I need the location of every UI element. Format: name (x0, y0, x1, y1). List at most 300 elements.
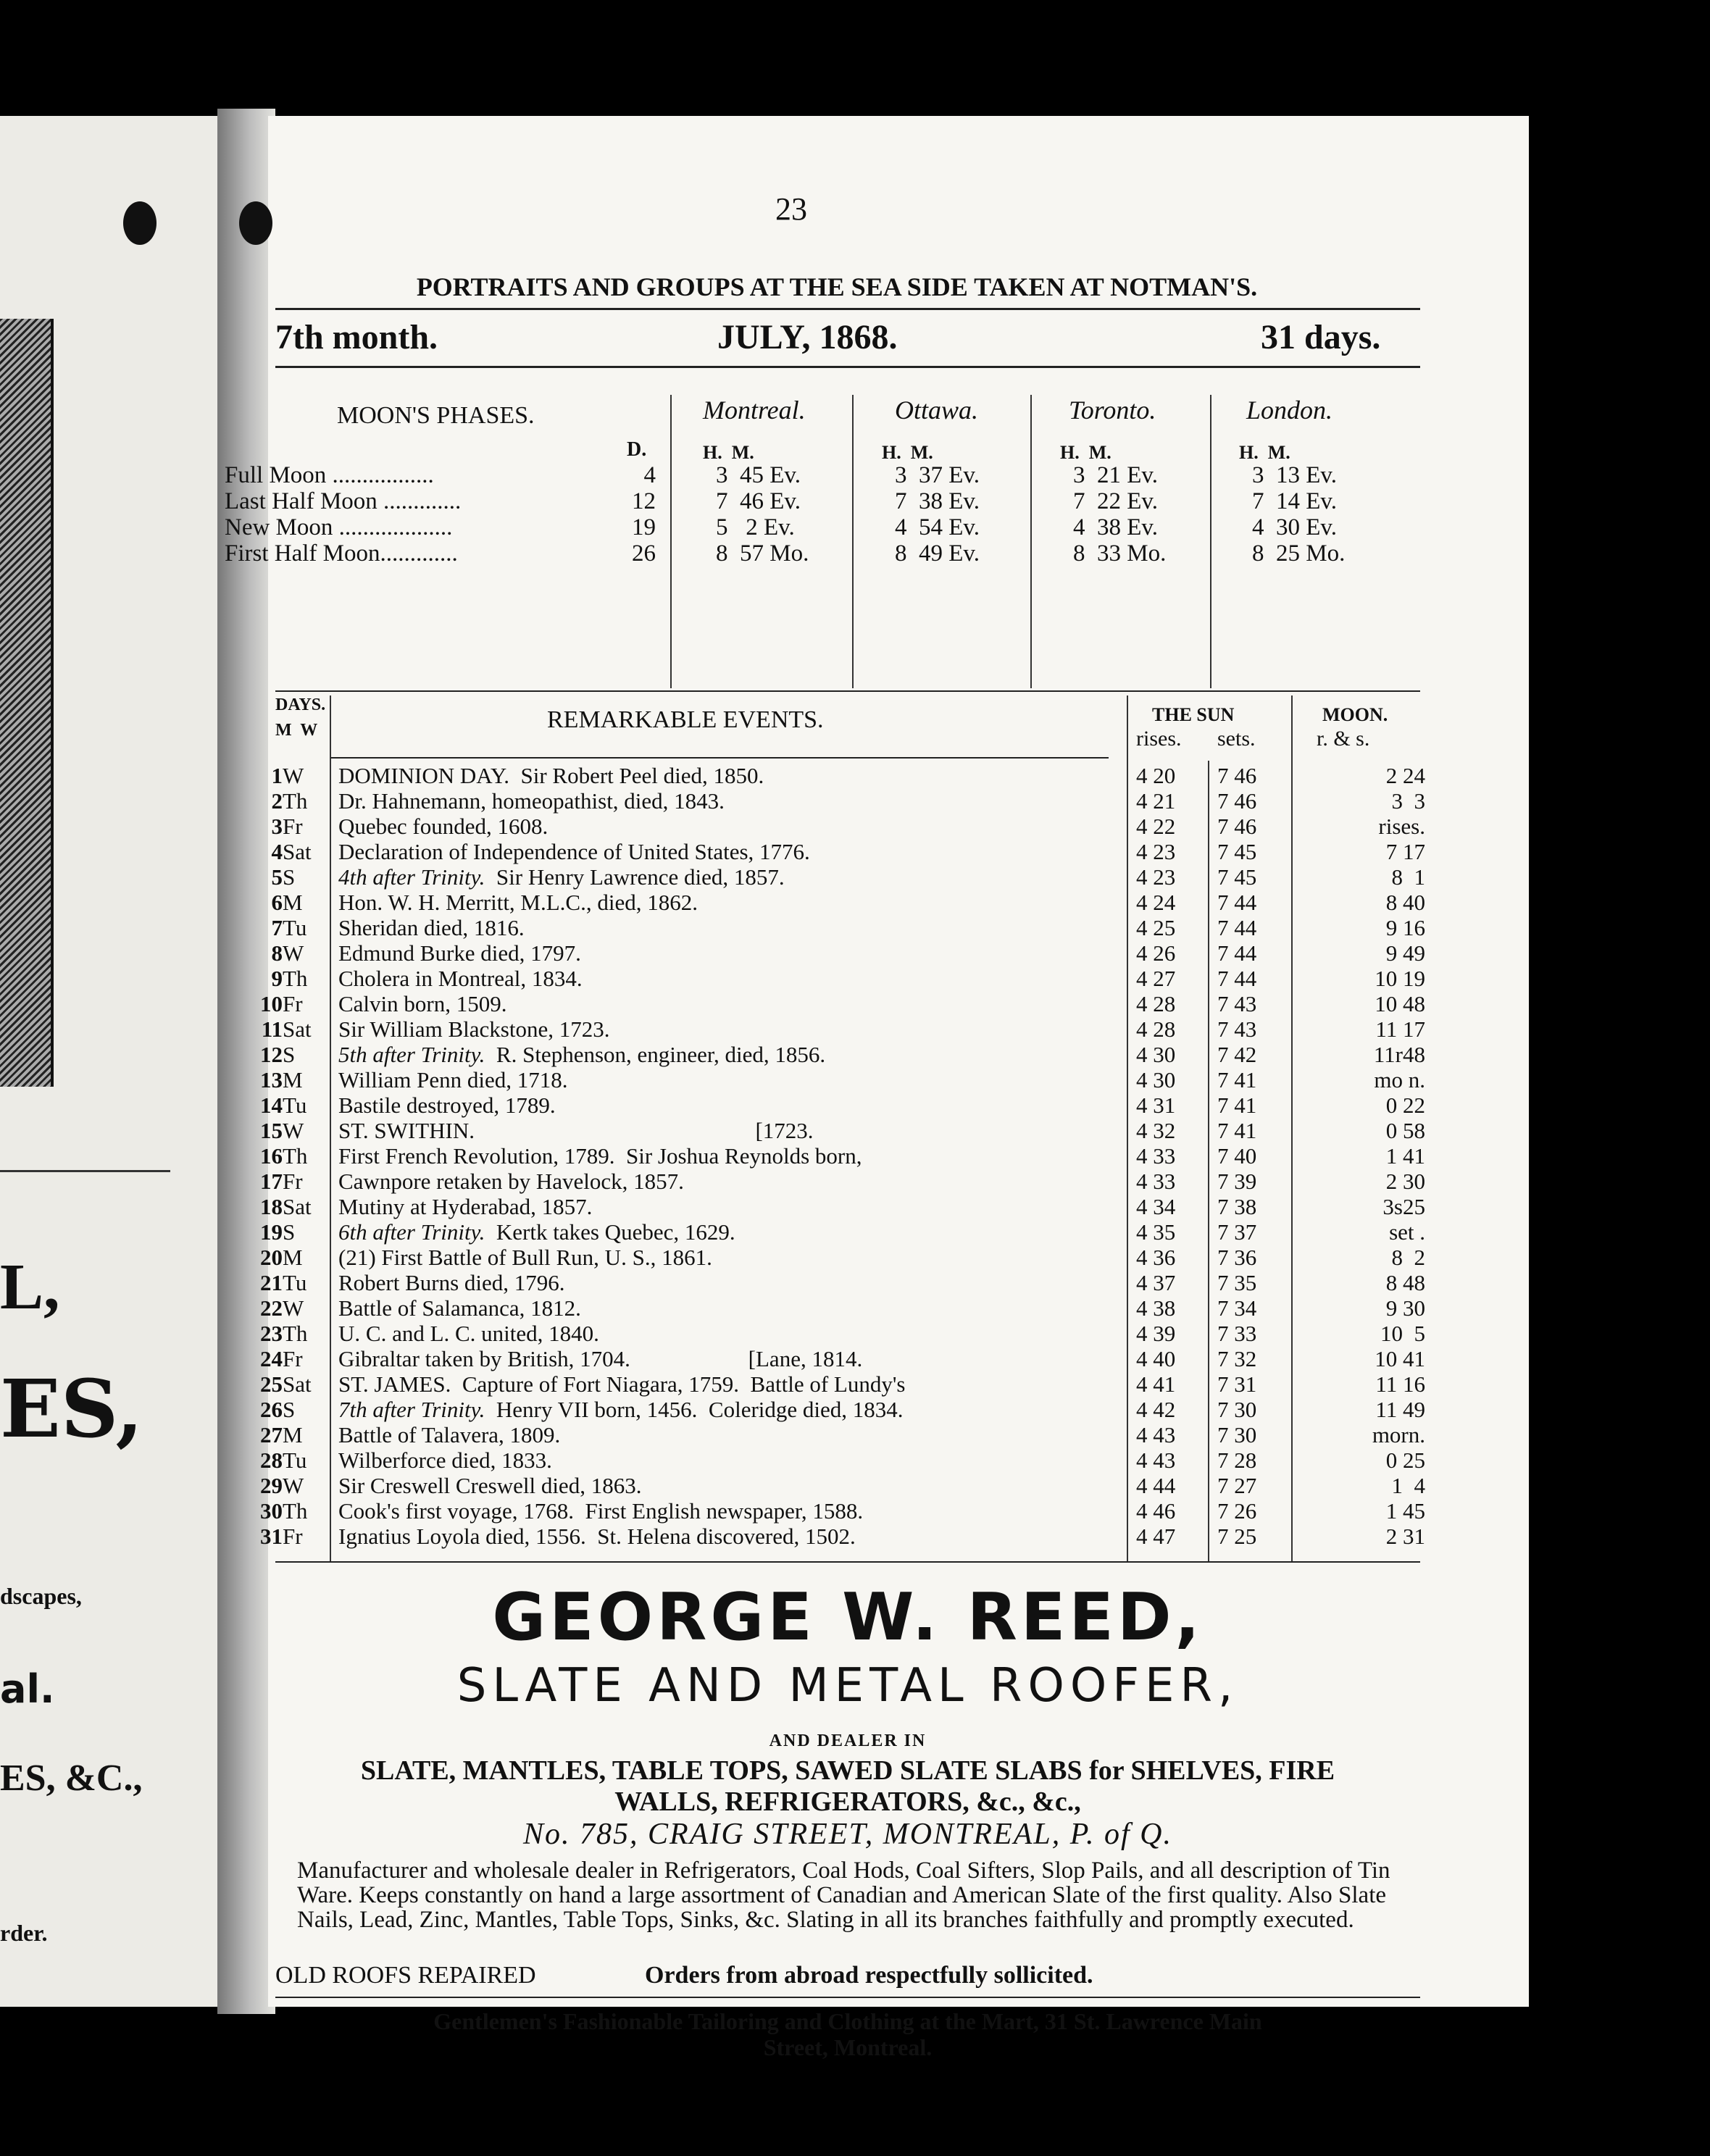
sun-rises: 4 35 (1136, 1219, 1176, 1245)
day-number: 2 (271, 788, 283, 814)
table-row (260, 1447, 1529, 1473)
event-description: DOMINION DAY. Sir Robert Peel died, 1850. (338, 763, 764, 788)
weekday: Sat (283, 1194, 312, 1219)
binding-hole-left (123, 201, 157, 245)
event-description: ST. JAMES. Capture of Fort Niagara, 1759. Battle of Lundy's (338, 1371, 906, 1397)
sun-rises: 4 25 (1136, 915, 1176, 940)
day-number: 29 (260, 1473, 283, 1498)
table-row (260, 1219, 1529, 1245)
event-description: Kertk takes Quebec, 1629. (485, 1219, 735, 1245)
weekday: Tu (283, 1270, 307, 1295)
phase-time: 7 38 Ev. (895, 488, 980, 514)
sun-rises: 4 33 (1136, 1169, 1176, 1194)
sun-rises: 4 39 (1136, 1321, 1176, 1346)
moon-rise-set: 10 5 (1380, 1321, 1425, 1346)
event-text (338, 1295, 1121, 1321)
moon-rise-set: 11r48 (1373, 1042, 1425, 1067)
left-page-rule (0, 1170, 170, 1172)
day-number: 23 (260, 1321, 283, 1346)
ad-trade: SLATE AND METAL ROOFER, (456, 1659, 1239, 1713)
weekday: Sat (283, 839, 312, 864)
moon-rise-set: 8 40 (1385, 890, 1425, 915)
ad-and-dealer: AND DEALER IN (769, 1731, 927, 1750)
event-description: Sir Creswell Creswell died, 1863. (338, 1473, 642, 1498)
almanac-page (225, 116, 1529, 2060)
city-london: London. (1246, 396, 1333, 425)
header-rule (275, 308, 1420, 310)
day-number: 22 (260, 1295, 283, 1321)
table-row (260, 991, 1529, 1016)
table-row (268, 814, 1529, 839)
sun-sets: 7 46 (1217, 763, 1257, 788)
sun-sets: 7 30 (1217, 1397, 1257, 1422)
event-description: Hon. W. H. Merritt, M.L.C., died, 1862. (338, 890, 698, 915)
sets-head: sets. (1217, 727, 1256, 751)
day-number: 9 (271, 966, 283, 991)
moon-rise-set: 0 22 (1385, 1092, 1425, 1118)
phase-label: New Moon ................... (225, 514, 453, 540)
weekday: S (283, 1219, 296, 1245)
event-text (338, 1371, 1121, 1397)
sun-rises: 4 27 (1136, 966, 1176, 991)
day-number: 30 (260, 1498, 283, 1524)
event-description: Battle of Talavera, 1809. (338, 1422, 561, 1447)
day-number: 13 (260, 1067, 283, 1092)
event-text (338, 1422, 1121, 1447)
day-number: 11 (261, 1016, 283, 1042)
weekday: W (283, 1473, 304, 1498)
sun-rises: 4 31 (1136, 1092, 1176, 1118)
left-fragment-1: L, (0, 1251, 60, 1323)
sun-rises: 4 30 (1136, 1067, 1176, 1092)
events-head-rule (330, 757, 1109, 759)
event-text (338, 966, 1121, 991)
day-number: 18 (260, 1194, 283, 1219)
moon-head: MOON. (1322, 704, 1388, 725)
ad-address: No. 785, CRAIG STREET, MONTREAL, P. of Q. (523, 1818, 1172, 1851)
phase-time: 8 33 Mo. (1073, 540, 1167, 567)
event-text (338, 814, 1121, 839)
moon-rise-set: 9 49 (1385, 940, 1425, 966)
event-description: Ignatius Loyola died, 1556. St. Helena discovered, 1502. (338, 1524, 856, 1549)
sun-rises: 4 23 (1136, 839, 1176, 864)
day-number: 28 (260, 1447, 283, 1473)
moon-rise-set: 1 45 (1385, 1498, 1425, 1524)
day-number: 21 (260, 1270, 283, 1295)
table-row (268, 788, 1529, 814)
phase-time: 7 22 Ev. (1073, 488, 1159, 514)
ad-orders: Orders from abroad respectfully sollicited. (645, 1962, 1093, 1989)
table-row (260, 1295, 1529, 1321)
sun-sets: 7 40 (1217, 1143, 1257, 1169)
sun-sets: 7 28 (1217, 1447, 1257, 1473)
sun-rises: 4 23 (1136, 864, 1176, 890)
city-montreal: Montreal. (703, 396, 806, 425)
event-description: Edmund Burke died, 1797. (338, 940, 581, 966)
sun-sets: 7 27 (1217, 1473, 1257, 1498)
event-description: Cawnpore retaken by Havelock, 1857. (338, 1169, 684, 1194)
sun-rises: 4 41 (1136, 1371, 1176, 1397)
sun-sets: 7 43 (1217, 991, 1257, 1016)
event-text (338, 1397, 1121, 1422)
table-row (268, 890, 1529, 915)
phase-time: 7 46 Ev. (716, 488, 801, 514)
rises-head: rises. (1136, 727, 1182, 751)
event-text (338, 1042, 1121, 1067)
ad-old-roofs: OLD ROOFS REPAIRED (275, 1962, 536, 1989)
sun-sets: 7 26 (1217, 1498, 1257, 1524)
event-text (338, 1092, 1121, 1118)
weekday: W (283, 1295, 304, 1321)
sun-sets: 7 41 (1217, 1067, 1257, 1092)
table-row (260, 1067, 1529, 1092)
weekday: Fr (283, 1346, 303, 1371)
sun-sets: 7 46 (1217, 814, 1257, 839)
weekday: Fr (283, 1524, 303, 1549)
table-row (268, 763, 1529, 788)
sun-sets: 7 42 (1217, 1042, 1257, 1067)
day-number: 8 (271, 940, 283, 966)
sunday-title: 5th after Trinity. (338, 1042, 485, 1067)
left-facing-page (0, 116, 217, 2007)
sun-rises: 4 28 (1136, 1016, 1176, 1042)
event-description: Gibraltar taken by British, 1704. [Lane, 1814. (338, 1346, 863, 1371)
moon-rise-set: morn. (1372, 1422, 1425, 1447)
event-text (338, 1321, 1121, 1346)
sun-sets: 7 43 (1217, 1016, 1257, 1042)
event-description: ST. SWITHIN. [1723. (338, 1118, 814, 1143)
left-fragment-4: al. (0, 1666, 55, 1712)
moon-rise-set: 10 41 (1375, 1346, 1425, 1371)
phase-time: 3 13 Ev. (1252, 462, 1338, 488)
event-text (338, 1067, 1121, 1092)
left-fragment-5: ES, &C., (0, 1758, 143, 1799)
phase-time: 5 2 Ev. (716, 514, 795, 540)
event-description: Bastile destroyed, 1789. (338, 1092, 556, 1118)
table-row (260, 1042, 1529, 1067)
sun-rises: 4 43 (1136, 1447, 1176, 1473)
sun-sets: 7 39 (1217, 1169, 1257, 1194)
sun-sets: 7 45 (1217, 839, 1257, 864)
moon-rise-set: 2 24 (1385, 763, 1425, 788)
event-description: Calvin born, 1509. (338, 991, 507, 1016)
weekday: Th (283, 1321, 308, 1346)
moon-rise-set: 10 48 (1375, 991, 1425, 1016)
sun-rises: 4 22 (1136, 814, 1176, 839)
moon-rs-head: r. & s. (1317, 727, 1370, 751)
table-row (260, 1092, 1529, 1118)
moon-rise-set: 11 16 (1375, 1371, 1425, 1397)
sun-sets: 7 32 (1217, 1346, 1257, 1371)
table-row (261, 1016, 1529, 1042)
event-text (338, 890, 1121, 915)
sun-sets: 7 34 (1217, 1295, 1257, 1321)
table-row (260, 1422, 1529, 1447)
month-title: JULY, 1868. (717, 318, 898, 356)
event-description: Battle of Salamanca, 1812. (338, 1295, 581, 1321)
day-number: 20 (260, 1245, 283, 1270)
table-row (260, 1143, 1529, 1169)
sun-sets: 7 38 (1217, 1194, 1257, 1219)
sun-rises: 4 32 (1136, 1118, 1176, 1143)
moon-rise-set: 0 58 (1385, 1118, 1425, 1143)
phase-time: 8 57 Mo. (716, 540, 809, 567)
sun-rises: 4 47 (1136, 1524, 1176, 1549)
table-row (260, 1473, 1529, 1498)
phases-rule (275, 690, 1420, 692)
event-text (338, 1169, 1121, 1194)
event-description: First French Revolution, 1789. Sir Joshua Reynolds born, (338, 1143, 862, 1169)
moon-rise-set: 3 3 (1391, 788, 1425, 814)
phase-time: 3 21 Ev. (1073, 462, 1159, 488)
phase-time: 8 49 Ev. (895, 540, 980, 567)
day-number: 17 (260, 1169, 283, 1194)
table-row (260, 1371, 1529, 1397)
weekday: S (283, 1397, 296, 1422)
sun-sets: 7 31 (1217, 1371, 1257, 1397)
day-number: 16 (260, 1143, 283, 1169)
day-number: 7 (271, 915, 283, 940)
event-text (338, 991, 1121, 1016)
sun-rises: 4 46 (1136, 1498, 1176, 1524)
table-row (268, 940, 1529, 966)
day-number: 4 (271, 839, 283, 864)
event-text (338, 1447, 1121, 1473)
day-number: 12 (260, 1042, 283, 1067)
event-description: Sir William Blackstone, 1723. (338, 1016, 610, 1042)
city-toronto: Toronto. (1069, 396, 1156, 425)
mw-head: M W (275, 721, 318, 740)
left-fragment-2: ES, (0, 1362, 143, 1455)
sun-rises: 4 30 (1136, 1042, 1176, 1067)
sun-head: THE SUN (1152, 704, 1235, 725)
weekday: Th (283, 788, 308, 814)
moon-rise-set: 9 16 (1385, 915, 1425, 940)
event-text (338, 864, 1121, 890)
sun-rises: 4 24 (1136, 890, 1176, 915)
phase-day: 12 (632, 488, 656, 514)
day-number: 5 (271, 864, 283, 890)
left-fragment-3: dscapes, (0, 1583, 82, 1609)
moon-rise-set: 8 1 (1391, 864, 1425, 890)
sun-sets: 7 46 (1217, 788, 1257, 814)
weekday: W (283, 1118, 304, 1143)
event-text (338, 1143, 1121, 1169)
day-number: 24 (260, 1346, 283, 1371)
moon-rise-set: mo n. (1374, 1067, 1425, 1092)
day-column-head: D. (627, 438, 647, 461)
sun-rises: 4 33 (1136, 1143, 1176, 1169)
event-text (338, 1245, 1121, 1270)
event-description: U. C. and L. C. united, 1840. (338, 1321, 599, 1346)
event-text (338, 1498, 1121, 1524)
event-text (338, 1524, 1121, 1549)
weekday: S (283, 1042, 296, 1067)
phase-day: 4 (643, 462, 656, 488)
event-description: Dr. Hahnemann, homeopathist, died, 1843. (338, 788, 725, 814)
day-number: 15 (260, 1118, 283, 1143)
event-description: R. Stephenson, engineer, died, 1856. (485, 1042, 826, 1067)
ad-line-1: SLATE, MANTLES, TABLE TOPS, SAWED SLATE SLABS for SHELVES, FIRE (360, 1755, 1335, 1786)
moon-phases-heading: MOON'S PHASES. (337, 402, 535, 429)
sun-sets: 7 30 (1217, 1422, 1257, 1447)
event-description: Mutiny at Hyderabad, 1857. (338, 1194, 593, 1219)
weekday: Th (283, 1143, 308, 1169)
event-text (338, 763, 1121, 788)
day-number: 6 (271, 890, 283, 915)
table-row (260, 1194, 1529, 1219)
page-number: 23 (775, 191, 807, 227)
sun-sets: 7 45 (1217, 864, 1257, 890)
sun-rises: 4 38 (1136, 1295, 1176, 1321)
sun-sets: 7 44 (1217, 940, 1257, 966)
month-days: 31 days. (1261, 318, 1381, 356)
phase-time: 4 38 Ev. (1073, 514, 1159, 540)
event-text (338, 1118, 1121, 1143)
sun-sets: 7 35 (1217, 1270, 1257, 1295)
weekday: Tu (283, 1092, 307, 1118)
sun-rises: 4 36 (1136, 1245, 1176, 1270)
weekday: Sat (283, 1371, 312, 1397)
table-row (260, 1397, 1529, 1422)
event-description: William Penn died, 1718. (338, 1067, 568, 1092)
events-head: REMARKABLE EVENTS. (547, 706, 824, 733)
binding-hole (239, 201, 272, 245)
sunday-title: 6th after Trinity. (338, 1219, 485, 1245)
weekday: M (283, 1422, 303, 1447)
sunday-title: 4th after Trinity. (338, 864, 485, 890)
table-row (260, 1270, 1529, 1295)
hm-head-montreal: H. M. (703, 442, 754, 463)
sun-rises: 4 34 (1136, 1194, 1176, 1219)
sun-rises: 4 37 (1136, 1270, 1176, 1295)
day-number: 3 (271, 814, 283, 839)
event-text (338, 940, 1121, 966)
phase-time: 3 45 Ev. (716, 462, 801, 488)
footer-line-1: Gentlemen's Fashionable Tailoring and Clothing at the Mart, 31 St. Lawrence Main (433, 2008, 1262, 2034)
table-row (268, 966, 1529, 991)
event-text (338, 1016, 1121, 1042)
phase-day: 19 (632, 514, 656, 540)
table-row (260, 1346, 1529, 1371)
sun-sets: 7 44 (1217, 915, 1257, 940)
weekday: Th (283, 966, 308, 991)
day-number: 14 (260, 1092, 283, 1118)
weekday: S (283, 864, 296, 890)
sun-rises: 4 26 (1136, 940, 1176, 966)
moon-rise-set: 3s25 (1382, 1194, 1425, 1219)
phase-time: 8 25 Mo. (1252, 540, 1346, 567)
event-text (338, 1473, 1121, 1498)
weekday: Th (283, 1498, 308, 1524)
sun-sets: 7 44 (1217, 890, 1257, 915)
event-description: Wilberforce died, 1833. (338, 1447, 552, 1473)
moon-rise-set: 2 31 (1385, 1524, 1425, 1549)
day-number: 19 (260, 1219, 283, 1245)
ad-bottom-rule (275, 1997, 1420, 1998)
moon-rise-set: 8 2 (1391, 1245, 1425, 1270)
event-description: Sir Henry Lawrence died, 1857. (485, 864, 785, 890)
moon-rise-set: 1 41 (1385, 1143, 1425, 1169)
weekday: W (283, 763, 304, 788)
sun-rises: 4 42 (1136, 1397, 1176, 1422)
phase-time: 4 30 Ev. (1252, 514, 1338, 540)
city-ottawa: Ottawa. (895, 396, 979, 425)
engraving-fragment (0, 319, 54, 1087)
table-row (260, 1524, 1529, 1549)
event-description: Quebec founded, 1608. (338, 814, 549, 839)
hm-head-toronto: H. M. (1060, 442, 1112, 463)
event-description: (21) First Battle of Bull Run, U. S., 1861. (338, 1245, 712, 1270)
event-text (338, 915, 1121, 940)
sun-sets: 7 37 (1217, 1219, 1257, 1245)
table-bottom-rule (275, 1561, 1420, 1563)
moon-rise-set: set . (1389, 1219, 1425, 1245)
weekday: Fr (283, 991, 303, 1016)
table-row (260, 1498, 1529, 1524)
phase-label: Full Moon ................. (225, 462, 434, 488)
day-number: 31 (260, 1524, 283, 1549)
table-row (260, 1321, 1529, 1346)
phase-time: 4 54 Ev. (895, 514, 980, 540)
table-row (260, 1245, 1529, 1270)
day-number: 25 (260, 1371, 283, 1397)
day-number: 26 (260, 1397, 283, 1422)
event-description: Cook's first voyage, 1768. First English newspaper, 1588. (338, 1498, 864, 1524)
ad-body: Manufacturer and wholesale dealer in Refrigerators, Coal Hods, Coal Sifters, Slop Pails, and all description of Tin Ware. Keeps constantly on hand a large assortment of Canadian and American Slate of the first quality. Also Slate Nails, Lead, Zinc, Mantles, Table Tops, Sinks, &c. Slating in all its branches faithfully and promptly executed. (297, 1858, 1390, 1933)
weekday: M (283, 1245, 303, 1270)
sun-rises: 4 28 (1136, 991, 1176, 1016)
moon-rise-set: 10 19 (1375, 966, 1425, 991)
event-description: Declaration of Independence of United States, 1776. (338, 839, 810, 864)
weekday: Fr (283, 1169, 303, 1194)
sun-rises: 4 43 (1136, 1422, 1176, 1447)
event-description: Henry VII born, 1456. Coleridge died, 1834. (485, 1397, 904, 1422)
hm-head-london: H. M. (1239, 442, 1290, 463)
event-description: Sheridan died, 1816. (338, 915, 525, 940)
phase-time: 7 14 Ev. (1252, 488, 1338, 514)
month-ordinal: 7th month. (275, 318, 438, 356)
phase-day: 26 (632, 540, 656, 567)
ad-line-2: WALLS, REFRIGERATORS, &c., &c., (614, 1787, 1081, 1817)
moon-rise-set: 11 17 (1375, 1016, 1425, 1042)
table-row (268, 864, 1529, 890)
page-header: PORTRAITS AND GROUPS AT THE SEA SIDE TAKEN AT NOTMAN'S. (416, 272, 1258, 301)
sun-sets: 7 36 (1217, 1245, 1257, 1270)
event-description: Cholera in Montreal, 1834. (338, 966, 583, 991)
moon-rise-set: 7 17 (1385, 839, 1425, 864)
table-row (260, 1169, 1529, 1194)
event-text (338, 1219, 1121, 1245)
event-text (338, 839, 1121, 864)
sun-sets: 7 41 (1217, 1092, 1257, 1118)
left-fragment-6: rder. (0, 1920, 48, 1946)
moon-rise-set: rises. (1378, 814, 1425, 839)
sunday-title: 7th after Trinity. (338, 1397, 485, 1422)
sun-sets: 7 44 (1217, 966, 1257, 991)
event-text (338, 1194, 1121, 1219)
moon-rise-set: 8 48 (1385, 1270, 1425, 1295)
event-text (338, 1270, 1121, 1295)
event-description: Robert Burns died, 1796. (338, 1270, 565, 1295)
table-row (268, 915, 1529, 940)
sun-rises: 4 40 (1136, 1346, 1176, 1371)
day-number: 27 (260, 1422, 283, 1447)
phase-label: First Half Moon............. (225, 540, 458, 567)
phase-time: 3 37 Ev. (895, 462, 980, 488)
event-text (338, 1346, 1121, 1371)
day-number: 1 (271, 763, 283, 788)
